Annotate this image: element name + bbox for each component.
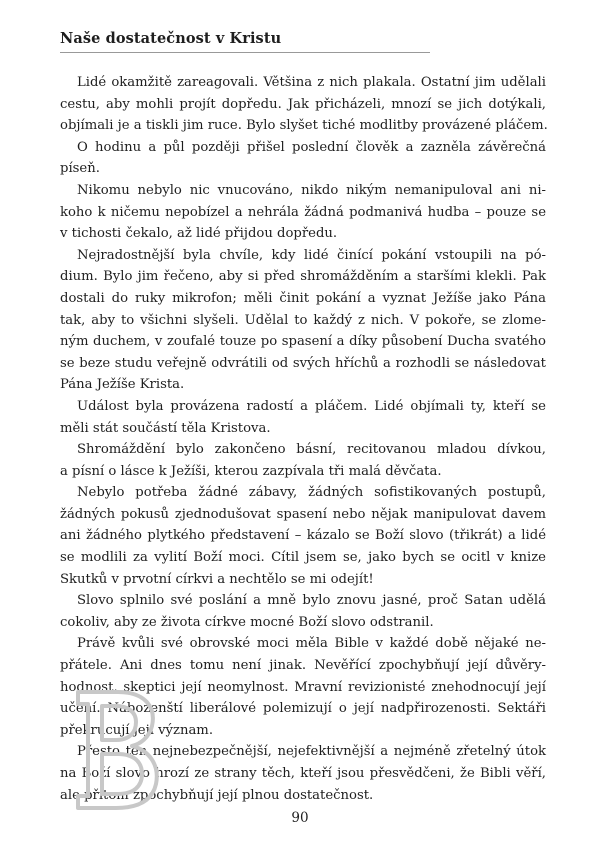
text-line: Nejradostnější byla chvíle, kdy lidé činící pokání vstoupili na pó- xyxy=(77,247,546,263)
body-text xyxy=(60,72,546,806)
paragraph xyxy=(60,590,546,633)
text-line: tak, aby to všichni slyšeli. Udělal to každý z nich. V pokoře, se zlome- xyxy=(60,312,546,328)
text-line: Nebylo potřeba žádné zábavy, žádných sofistikovaných postupů, xyxy=(77,485,546,501)
text-line: učení. Náboženští liberálové polemizují o její nadpřirozenosti. Sektáři xyxy=(60,701,546,717)
paragraph xyxy=(60,396,546,439)
text-line: hodnost, skeptici její neomylnost. Mravní revizionisté znehodnocují její xyxy=(60,679,546,695)
text-line: žádných pokusů zjednodušovat spasení nebo nějak manipulovat davem xyxy=(60,506,546,522)
text-line: Událost byla provázena radostí a pláčem. Lidé objímali ty, kteří se xyxy=(77,398,546,414)
paragraph xyxy=(60,633,546,741)
text-line: Slovo splnilo své poslání a mně bylo znovu jasné, proč Satan udělá xyxy=(77,593,546,609)
text-line: objímali je a tiskli jim ruce. Bylo slyšet tiché modlitby provázené pláčem. xyxy=(60,118,548,134)
text-line: v tichosti čekalo, až lidé přijdou dopředu. xyxy=(60,226,338,242)
text-line: ným duchem, v zoufalé touze po spasení a díky působení Ducha svatého xyxy=(60,334,546,350)
text-line: Lidé okamžitě zareagovali. Většina z nich plakala. Ostatní jim udělali xyxy=(77,75,546,90)
text-line: na Boží slovo hrozí ze strany těch, kteří jsou přesvědčeni, že Bibli věří, xyxy=(60,766,546,781)
text-line: a písní o lásce k Ježíši, kterou zazpívala tři malá děvčata. xyxy=(60,463,442,479)
paragraph xyxy=(60,245,546,396)
text-line: přátele. Ani dnes tomu není jinak. Nevěřící zpochybňují její důvěry- xyxy=(60,658,546,674)
text-line: Nikomu nebylo nic vnucováno, nikdo nikým nemanipuloval ani ni- xyxy=(77,182,546,198)
paragraph xyxy=(60,439,546,482)
text-line: píseň. xyxy=(60,161,100,177)
paragraph xyxy=(60,137,546,180)
text-line: O hodinu a půl později přišel poslední člověk a zazněla závěrečná xyxy=(77,139,546,155)
text-line: Skutků v prvotní církvi a nechtělo se mi odejít! xyxy=(60,571,374,587)
text-line: se modlili za vylití Boží moci. Cítil jsem se, jako bych se ocitl v knize xyxy=(60,550,546,566)
paragraph xyxy=(60,72,546,137)
paragraph xyxy=(60,180,546,245)
text-line: se beze studu veřejně odvrátili od svých hříchů a rozhodli se následovat xyxy=(60,355,546,371)
text-line: překrucují její význam. xyxy=(60,722,214,738)
text-line: Přesto ten nejnebezpečnější, nejefektivnější a nejméně zřetelný útok xyxy=(77,744,546,760)
text-line: dium. Bylo jim řečeno, aby si před shromážděním a staršími klekli. Pak xyxy=(60,269,546,285)
text-line: Pána Ježíše Krista. xyxy=(60,377,185,393)
paragraph xyxy=(60,482,546,590)
paragraph xyxy=(60,741,546,806)
text-line: koho k ničemu nepobízel a nehrála žádná podmanivá hudba – pouze se xyxy=(60,204,546,220)
text-line: ale přitom zpochybňují její plnou dostatečnost. xyxy=(60,787,374,803)
text-line: cestu, aby mohli projít dopředu. Jak přicházeli, mnozí se jich dotýkali, xyxy=(60,96,546,112)
text-line: měli stát součástí těla Kristova. xyxy=(60,420,271,436)
text-line: ani žádného plytkého představení – kázalo se Boží slovo (třikrát) a lidé xyxy=(60,528,546,544)
page-number: 90 xyxy=(291,810,309,826)
text-line: dostali do ruky mikrofon; měli činit pokání a vyznat Ježíše jako Pána xyxy=(60,290,546,306)
text-line: cokoliv, aby ze života církve mocné Boží slovo odstranil. xyxy=(60,614,434,630)
text-line: Právě kvůli své obrovské moci měla Bible v každé době nějaké ne- xyxy=(77,636,546,652)
text-line: Shromáždění bylo zakončeno básní, recitovanou mladou dívkou, xyxy=(77,442,546,458)
running-title: Naše dostatečnost v Kristu xyxy=(60,30,430,53)
